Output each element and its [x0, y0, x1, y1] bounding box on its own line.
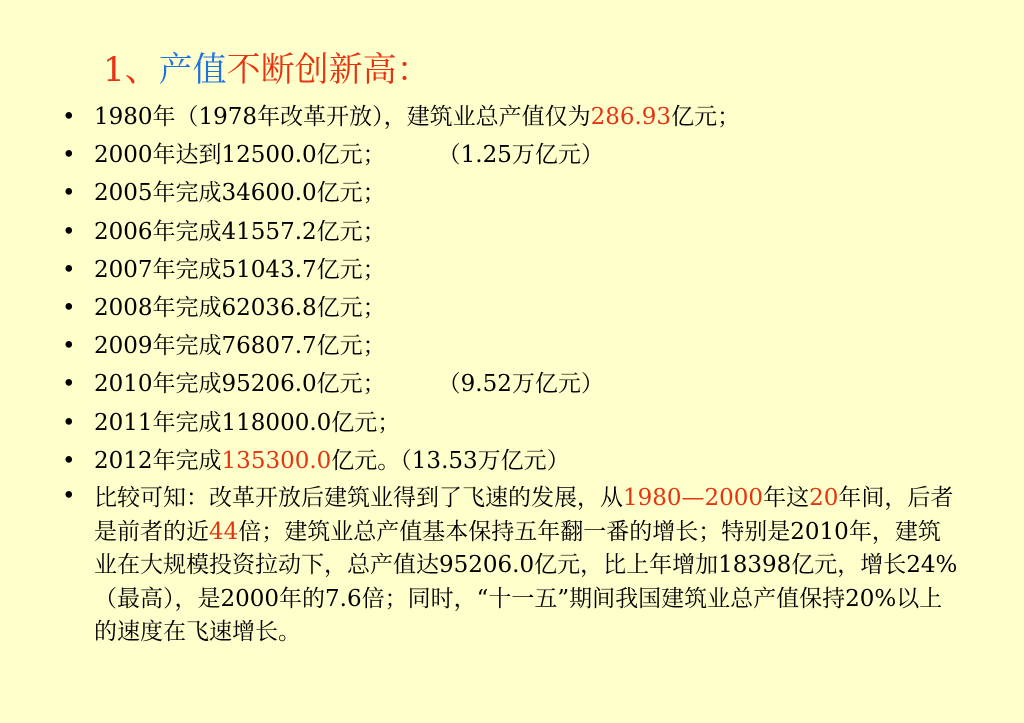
summary-text-3: 年间，后者是前者的近 — [94, 485, 954, 545]
list-item — [62, 289, 962, 327]
summary-text-1: 比较可知：改革开放后建筑业得到了飞速的发展，从 — [94, 485, 623, 512]
list-item — [62, 365, 962, 403]
list-item — [62, 98, 962, 136]
summary-highlight-44: 44 — [209, 518, 239, 545]
list-item — [62, 404, 962, 442]
summary-text-4: 倍；建筑业总产值基本保持五年翻一番的增长；特别是2010年，建筑业在大规模投资拉动下，总产值达95206.0亿元，比上年增加18398亿元，增长24%（最高），是2000年的7.6倍；同时，“十一五”期间我国建筑业总产值保持20%以上的速度在飞速增长。 — [94, 518, 958, 646]
item-text: 2010年完成95206.0亿元； — [94, 371, 386, 398]
bullet-icon: • — [62, 483, 76, 510]
item-highlight: 286.93 — [590, 104, 672, 130]
item-text: 2005年完成34600.0亿元； — [94, 180, 386, 207]
bullet-icon: • — [62, 409, 76, 436]
summary-highlight-20: 20 — [809, 485, 839, 512]
bullet-icon: • — [62, 333, 76, 360]
bullet-icon: • — [62, 371, 76, 398]
list-item — [62, 442, 962, 480]
bullet-icon: • — [62, 295, 76, 322]
summary-highlight-years: 1980—2000 — [623, 485, 764, 512]
summary-paragraph — [62, 480, 962, 650]
title-part-blue: 产值 — [158, 50, 227, 90]
list-item — [62, 174, 962, 212]
item-text-post: 亿元； — [671, 104, 741, 130]
bullet-icon: • — [62, 104, 76, 130]
list-item — [62, 251, 962, 289]
bullet-icon: • — [62, 180, 76, 207]
item-note: （1.25万亿元） — [437, 142, 604, 169]
title-number: 1、 — [103, 50, 159, 90]
slide-title — [103, 46, 431, 94]
item-text: 2006年完成41557.2亿元； — [94, 218, 386, 245]
bullet-icon: • — [62, 447, 76, 474]
title-part-red: 不断创新高： — [226, 50, 431, 90]
summary-text-2: 年这 — [763, 485, 810, 512]
list-item — [62, 213, 962, 251]
bullet-icon: • — [62, 256, 76, 283]
item-text: 1980年（1978年改革开放），建筑业总产值仅为 — [94, 104, 591, 130]
item-text: 2007年完成51043.7亿元； — [94, 256, 386, 283]
list-item — [62, 327, 962, 365]
list-item — [62, 136, 962, 174]
item-text: 2011年完成118000.0亿元； — [94, 409, 401, 436]
item-text: 2008年完成62036.8亿元； — [94, 295, 386, 322]
item-note: （9.52万亿元） — [437, 371, 604, 398]
bullet-icon: • — [62, 142, 76, 169]
item-text: 2012年完成 — [94, 447, 222, 474]
item-highlight: 135300.0 — [221, 447, 332, 474]
bullet-list — [62, 98, 962, 650]
item-text: 2009年完成76807.7亿元； — [94, 333, 386, 360]
item-text-post: 亿元。（13.53万亿元） — [331, 447, 570, 474]
bullet-icon: • — [62, 218, 76, 245]
item-text: 2000年达到12500.0亿元； — [94, 142, 386, 169]
